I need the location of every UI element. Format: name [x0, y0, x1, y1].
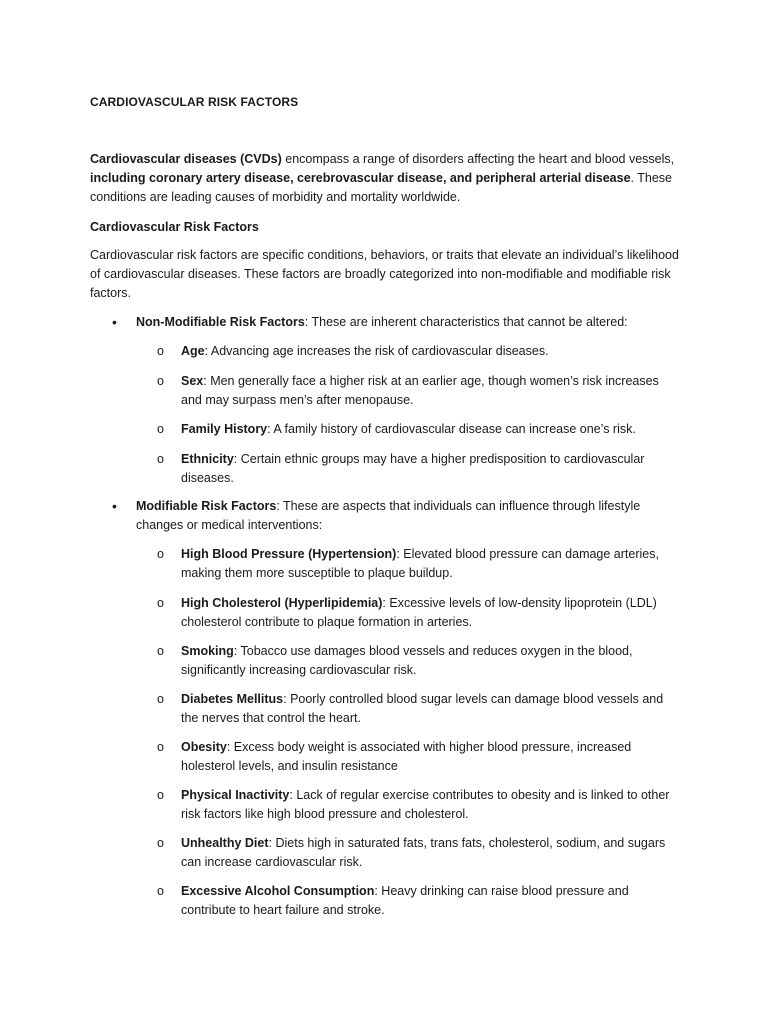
sub-bullet-marker: o	[157, 788, 164, 802]
list-item-family-history	[157, 420, 682, 439]
list-item-description: : Advancing age increases the risk of cardiovascular diseases.	[204, 344, 549, 358]
list-item-physical-inactivity	[157, 786, 682, 824]
list-item-description: : Diets high in saturated fats, trans fats, cholesterol, sodium, and sugars can increase cardiovascular risk.	[181, 836, 666, 869]
bullet-marker: •	[112, 314, 117, 330]
list-item-label: High Cholesterol (Hyperlipidemia)	[181, 596, 383, 610]
intro-text-1: encompass a range of disorders affecting the heart and blood vessels,	[281, 152, 675, 166]
section-heading: Cardiovascular Risk Factors	[90, 220, 259, 234]
list-item-text	[181, 834, 682, 872]
sub-bullet-marker: o	[157, 836, 164, 850]
bullet-description: : These are aspects that individuals can influence through lifestyle changes or medical interventions:	[136, 499, 641, 532]
list-item-description: : Certain ethnic groups may have a higher predisposition to cardiovascular diseases.	[181, 452, 645, 485]
bullet-non-modifiable-text	[136, 313, 672, 332]
sub-bullet-marker: o	[157, 374, 164, 388]
list-item-label: Ethnicity	[181, 452, 234, 466]
sub-bullet-marker: o	[157, 344, 164, 358]
list-item-text	[181, 642, 682, 680]
list-item-description: : Heavy drinking can raise blood pressure and contribute to heart failure and stroke.	[181, 884, 629, 917]
list-item-description: : Elevated blood pressure can damage arteries, making them more susceptible to plaque buildup.	[181, 547, 659, 580]
list-item-alcohol	[157, 882, 682, 920]
list-item-label: Smoking	[181, 644, 234, 658]
list-item-description: : Excess body weight is associated with higher blood pressure, increased holesterol levels, and insulin resistance	[181, 740, 632, 773]
list-item-label: Age	[181, 344, 205, 358]
bullet-modifiable-text	[136, 497, 672, 535]
sub-bullet-marker: o	[157, 692, 164, 706]
list-item-text	[181, 882, 682, 920]
list-item-text	[181, 420, 682, 439]
list-item-smoking	[157, 642, 682, 680]
list-item-text	[181, 545, 682, 583]
sub-bullet-marker: o	[157, 452, 164, 466]
sub-bullet-marker: o	[157, 422, 164, 436]
list-item-text	[181, 690, 682, 728]
list-item-label: Diabetes Mellitus	[181, 692, 284, 706]
sub-bullet-marker: o	[157, 596, 164, 610]
list-item-description: : Poorly controlled blood sugar levels can damage blood vessels and the nerves that control the heart.	[181, 692, 664, 725]
list-item-text	[181, 594, 682, 632]
list-item-label: Unhealthy Diet	[181, 836, 269, 850]
list-item-text	[181, 738, 682, 776]
list-item-diabetes	[157, 690, 682, 728]
list-item-hypertension	[157, 545, 682, 583]
list-item-description: : Excessive levels of low-density lipoprotein (LDL) cholesterol contribute to plaque formation in arteries.	[181, 596, 657, 629]
list-item-description: : A family history of cardiovascular disease can increase one’s risk.	[267, 422, 636, 436]
sub-bullet-marker: o	[157, 884, 164, 898]
list-item-age	[157, 342, 682, 361]
list-item-ethnicity	[157, 450, 682, 488]
list-item-description: : Lack of regular exercise contributes to obesity and is linked to other risk factors like high blood pressure and cholesterol.	[181, 788, 670, 821]
intro-term: Cardiovascular diseases (CVDs)	[90, 152, 282, 166]
definition-paragraph: Cardiovascular risk factors are specific conditions, behaviors, or traits that elevate an individual’s likelihood of cardiovascular diseases. These factors are broadly categorized into non-modifiable and modifiable risk factors.	[90, 248, 679, 300]
bullet-description: : These are inherent characteristics that cannot be altered:	[304, 315, 628, 329]
bullet-modifiable	[112, 497, 672, 535]
bullet-non-modifiable	[112, 313, 672, 332]
list-item-label: Physical Inactivity	[181, 788, 290, 802]
sub-bullet-marker: o	[157, 547, 164, 561]
list-item-label: Sex	[181, 374, 204, 388]
list-item-text	[181, 786, 682, 824]
document-title: CARDIOVASCULAR RISK FACTORS	[90, 95, 299, 109]
bullet-label: Modifiable Risk Factors	[136, 499, 277, 513]
list-item-obesity	[157, 738, 682, 776]
list-item-label: High Blood Pressure (Hypertension)	[181, 547, 397, 561]
list-item-description: : Tobacco use damages blood vessels and reduces oxygen in the blood, significantly increasing cardiovascular risk.	[181, 644, 633, 677]
list-item-text	[181, 342, 682, 361]
list-item-label: Obesity	[181, 740, 227, 754]
list-item-text	[181, 450, 682, 488]
list-item-label: Excessive Alcohol Consumption	[181, 884, 375, 898]
sub-bullet-marker: o	[157, 740, 164, 754]
sub-bullet-marker: o	[157, 644, 164, 658]
bullet-label: Non-Modifiable Risk Factors	[136, 315, 305, 329]
list-item-label: Family History	[181, 422, 268, 436]
list-item-text	[181, 372, 682, 410]
intro-bold-list: including coronary artery disease, cerebrovascular disease, and peripheral arterial disease	[90, 171, 631, 185]
bullet-marker: •	[112, 498, 117, 514]
list-item-sex	[157, 372, 682, 410]
list-item-unhealthy-diet	[157, 834, 682, 872]
intro-text-2: . These conditions are leading causes of morbidity and mortality worldwide.	[90, 171, 673, 204]
list-item-description: : Men generally face a higher risk at an earlier age, though women’s risk increases and may surpass men’s after menopause.	[181, 374, 659, 407]
list-item-hyperlipidemia	[157, 594, 682, 632]
intro-paragraph	[90, 150, 680, 207]
